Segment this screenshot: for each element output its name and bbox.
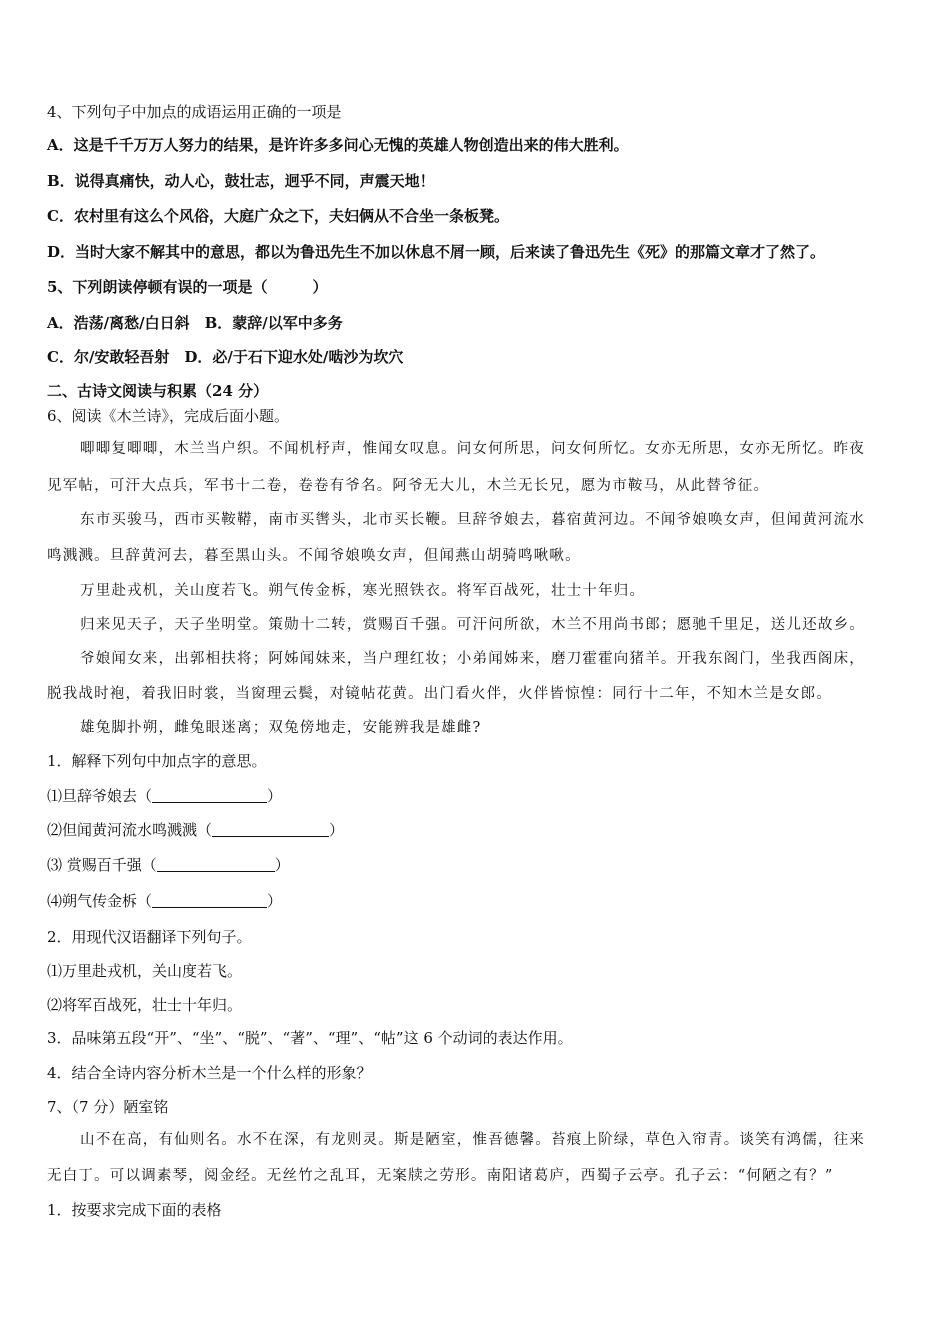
q6-blank-4 [47,890,910,912]
q7-text-line: 山不在高，有仙则名。水不在深，有龙则灵。斯是陋室，惟吾德馨。苔痕上阶绿，草色入帘青。谈笑有鸿儒，往来 [80,1132,865,1148]
q6-sub4: 4．结合全诗内容分析木兰是一个什么样的形象？ [47,1064,372,1082]
poem-line: 归来见天子，天子坐明堂。策勋十二转，赏赐百千强。可汗问所欲，木兰不用尚书郎；愿驰千里足，送儿还故乡。 [80,617,865,633]
blank-suffix: ） [267,892,283,910]
poem-line: 唧唧复唧唧，木兰当户织。不闻机杼声，惟闻女叹息。问女何所思，问女何所忆。女亦无所思，女亦无所忆。昨夜 [80,441,865,457]
q4-option-d: D．当时大家不解其中的意思，都以为鲁迅先生不加以休息不屑一顾，后来读了鲁迅先生《死》的那篇文章才了然了。 [47,243,826,261]
blank-prefix: ⑴旦辞爷娘去（ [47,787,153,805]
blank-prefix: ⑷朔气传金柝（ [47,892,153,910]
poem-line: 爷娘闻女来，出郭相扶将；阿姊闻妹来，当户理红妆；小弟闻姊来，磨刀霍霍向猪羊。开我东阁门，坐我西阁床， [80,651,865,667]
q4-option-a: A．这是千千万万人努力的结果，是许许多多问心无愧的英雄人物创造出来的伟大胜利。 [47,136,629,154]
q7-text-line: 无白丁。可以调素琴，阅金经。无丝竹之乱耳，无案牍之劳形。南阳诸葛庐，西蜀子云亭。孔子云：“何陋之有？” [47,1168,834,1184]
q6-translate-2: ⑵将军百战死，壮士十年归。 [47,996,243,1014]
blank-prefix: ⑶ 赏赐百千强（ [47,856,157,874]
answer-blank[interactable] [152,892,267,908]
q6-blank-3 [47,854,910,876]
q5-options-cd: C．尔/安敢轻吾射 D．必/于石下迎水处/啮沙为坎穴 [47,348,404,366]
q6-blank-2 [47,819,910,841]
section-2-heading: 二、古诗文阅读与积累（24 分） [47,382,269,400]
q6-sub3: 3．品味第五段“开”、“坐”、“脱”、“著”、“理”、“帖”这 6 个动词的表达作用。 [47,1029,573,1047]
blank-suffix: ） [329,821,345,839]
q5-stem: 5、下列朗读停顿有误的一项是（ ） [47,278,328,296]
q4-option-c: C．农村里有这么个风俗，大庭广众之下，夫妇俩从不合坐一条板凳。 [47,207,509,225]
blank-suffix: ） [274,856,290,874]
q6-sub2: 2．用现代汉语翻译下列句子。 [47,928,252,946]
answer-blank[interactable] [157,856,275,872]
answer-blank[interactable] [152,787,267,803]
poem-line: 脱我战时袍，着我旧时裳，当窗理云鬓，对镜帖花黄。出门看火伴，火伴皆惊惶：同行十二年，不知木兰是女郎。 [47,686,832,702]
q4-option-b: B．说得真痛快，动人心，鼓壮志，迥乎不同，声震天地！ [47,172,435,190]
q5-options-ab: A．浩荡/离愁/白日斜 B．蒙辞/以军中多务 [47,314,343,332]
blank-prefix: ⑵但闻黄河流水鸣溅溅（ [47,821,213,839]
answer-blank[interactable] [212,821,329,837]
poem-line: 见军帖，可汗大点兵，军书十二卷，卷卷有爷名。阿爷无大儿，木兰无长兄，愿为市鞍马，从此替爷征。 [47,478,770,494]
q6-blank-1 [47,785,910,807]
q7-stem: 7、（7 分）陋室铭 [47,1098,169,1116]
poem-line: 万里赴戎机，关山度若飞。朔气传金柝，寒光照铁衣。将军百战死，壮士十年归。 [80,583,646,599]
q6-translate-1: ⑴万里赴戎机，关山度若飞。 [47,962,243,980]
poem-line: 鸣溅溅。旦辞黄河去，暮至黑山头。不闻爷娘唤女声，但闻燕山胡骑鸣啾啾。 [47,548,581,564]
q6-stem: 6、阅读《木兰诗》，完成后面小题。 [47,407,290,425]
poem-line: 东市买骏马，西市买鞍鞯，南市买辔头，北市买长鞭。旦辞爷娘去，暮宿黄河边。不闻爷娘唤女声，但闻黄河流水 [80,512,865,528]
q7-sub1: 1．按要求完成下面的表格 [47,1201,222,1219]
q4-stem: 4、下列句子中加点的成语运用正确的一项是 [47,103,342,121]
blank-suffix: ） [267,787,283,805]
q6-sub1: 1．解释下列句中加点字的意思。 [47,752,267,770]
poem-line: 雄兔脚扑朔，雌兔眼迷离；双兔傍地走，安能辨我是雄雌? [80,720,482,736]
